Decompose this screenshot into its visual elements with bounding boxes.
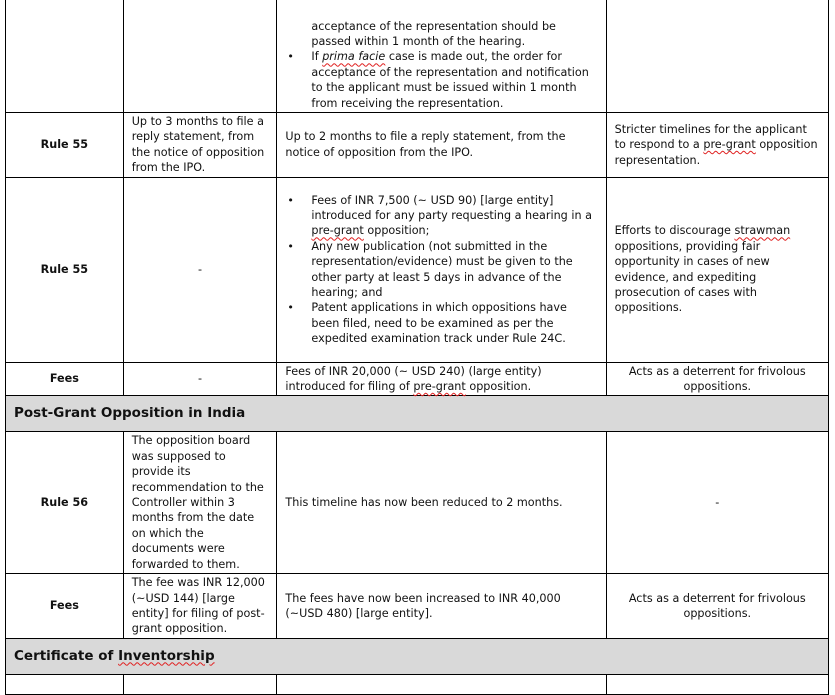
significance-text: opposition representation. (614, 138, 818, 167)
table-row (6, 432, 829, 574)
rule-cell (6, 0, 124, 113)
after-cell (277, 362, 606, 396)
significance-text: Efforts to discourage (614, 224, 735, 238)
significance-cell (606, 674, 828, 694)
rule-cell: Rule 55 (6, 177, 124, 362)
list-item: • Any new publication (not submitted in the representation/evidence) must be given to the other party at least 5 days in advance of the hearing; and (311, 239, 597, 301)
table-row (6, 674, 829, 694)
significance-text: Stricter timelines for the applicant to respond to a (614, 122, 807, 152)
significance-cell (606, 177, 828, 362)
significance-cell (606, 113, 828, 178)
table-row (6, 362, 829, 396)
after-cell (277, 177, 606, 362)
significance-cell: Acts as a deterrent for frivolous oppositions. (606, 362, 828, 396)
bullet-text: Fees of INR 7,500 (~ USD 90) [large entity] introduced for any party requesting a hearing in a (311, 193, 592, 222)
continuation-text: acceptance of the representation should be passed within 1 month of the hearing. (311, 19, 556, 48)
section-header-row (6, 396, 829, 432)
rule-cell: Rule 55 (6, 113, 124, 178)
before-cell: The fee was INR 12,000 (~USD 144) [large entity] for filing of post-grant opposition. (123, 574, 277, 639)
before-cell (123, 674, 277, 694)
before-cell (123, 0, 277, 113)
significance-cell: Acts as a deterrent for frivolous oppositions. (606, 574, 828, 639)
spellcheck-flagged-word: pre-grant (703, 138, 756, 152)
list-item-continuation (311, 19, 597, 50)
bullet-prefix: If (311, 50, 323, 64)
after-bullet-list (285, 193, 597, 347)
rule-cell (6, 674, 124, 694)
table-row (6, 0, 829, 113)
significance-cell: - (606, 432, 828, 574)
spellcheck-flagged-word: pre-grant (413, 380, 466, 394)
table-row (6, 177, 829, 362)
list-item (311, 49, 597, 111)
section-header-row (6, 638, 829, 674)
spellcheck-flagged-word: pre-grant (311, 224, 364, 238)
table-row (6, 113, 829, 178)
after-cell: This timeline has now been reduced to 2 months. (277, 432, 606, 574)
rule-cell: Fees (6, 574, 124, 639)
before-cell: - (123, 362, 277, 396)
section-heading-text: Certificate of (14, 647, 119, 664)
after-cell: The fees have now been increased to INR 40,000 (~USD 480) [large entity]. (277, 574, 606, 639)
list-item (311, 193, 597, 239)
after-cell (277, 674, 606, 694)
after-bullet-list (285, 19, 597, 111)
after-text: Fees of INR 20,000 (~ USD 240) (large entity) introduced for filing of (285, 364, 542, 394)
rule-cell: Rule 56 (6, 432, 124, 574)
section-heading-post-grant: Post-Grant Opposition in India (6, 396, 829, 432)
before-cell: - (123, 177, 277, 362)
significance-text: oppositions, providing fair opportunity in cases of new evidence, and expediting prosecution of cases with oppositions. (614, 239, 770, 315)
after-cell: Up to 2 months to file a reply statement, from the notice of opposition from the IPO. (277, 113, 606, 178)
spellcheck-flagged-word: strawman (734, 224, 791, 238)
rule-cell: Fees (6, 362, 124, 396)
table-row (6, 574, 829, 639)
before-cell: The opposition board was supposed to provide its recommendation to the Controller within 3 months from the date on which the documents were forwarded to them. (123, 432, 277, 574)
before-cell: Up to 3 months to file a reply statement, from the notice of opposition from the IPO. (123, 113, 277, 178)
list-item: • Patent applications in which oppositions have been filed, need to be examined as per the expedited examination track under Rule 24C. (311, 300, 597, 346)
after-text: opposition. (465, 380, 532, 394)
spellcheck-flagged-word: prima facie (322, 50, 386, 64)
bullet-text: opposition; (363, 224, 430, 238)
after-cell (277, 0, 606, 113)
significance-cell (606, 0, 828, 113)
spellcheck-flagged-word: Inventorship (118, 647, 215, 664)
section-heading-certificate (6, 638, 829, 674)
bullet-text: case is made out, the order for acceptance of the representation and notification to the applicant must be issued within 1 month from receiving the representation. (311, 50, 589, 110)
amendments-comparison-table (5, 0, 829, 695)
